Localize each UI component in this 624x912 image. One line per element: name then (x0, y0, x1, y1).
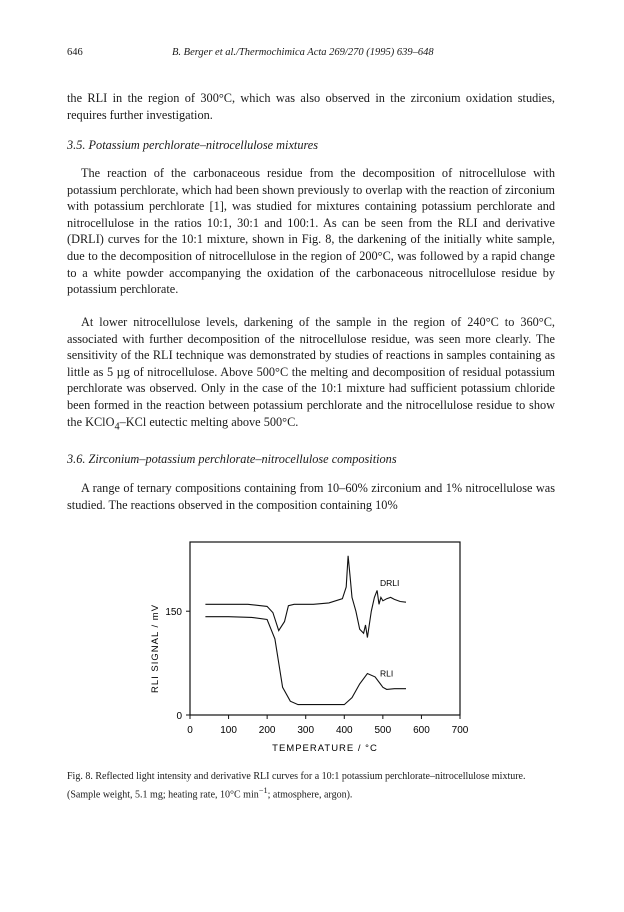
x-tick-label: 400 (335, 725, 353, 736)
text-span: –KCl eutectic melting above 500°C. (119, 414, 299, 429)
y-tick-label: 150 (165, 607, 182, 619)
x-tick-label: 200 (258, 725, 276, 736)
paragraph-text: The reaction of the carbonaceous residue from the decomposition of nitrocellulose with potassium perchlorate, which had been shown previously to overlap with the reaction of zirconium with potassium perchlorate [1], was studied for mixtures containing potassium perchlorate and nitrocellulose in the ratios 10:1, 30:1 and 100:1. As can be seen from the RLI and derivative (DRLI) curves for the 10:1 mixture, shown in Fig. 8, the darkening of the initially white sample, due to the decomposition of nitrocellulose in the region of 200°C, was followed by a rapid change to a white powder accompanying the oxidation of the carbonaceous nitrocellulose residue by potassium perchlorate. (67, 166, 555, 297)
paragraph-3 (67, 314, 555, 436)
x-tick-label: 700 (451, 725, 469, 736)
text-span: the (67, 91, 88, 105)
running-title: B. Berger et al./Thermochimica Acta 269/270 (1995) 639–648 (172, 47, 434, 58)
paragraph-continuation (67, 90, 555, 123)
x-tick-label: 100 (220, 725, 237, 736)
series-drli-line (205, 556, 406, 638)
paragraph-2 (67, 165, 555, 298)
paragraph-4 (67, 480, 555, 513)
x-tick-label: 500 (374, 725, 392, 736)
text-span: in the region of 300°C, which was also observed in the zirconium oxidation studies, requires further investigation. (67, 91, 555, 122)
plot-frame (190, 542, 460, 715)
section-heading-3-5 (67, 138, 318, 153)
paragraph-text: A range of ternary compositions containing from 10–60% zirconium and 1% nitrocellulose was studied. The reactions observed in the composition containing 10% (67, 481, 555, 512)
figure-caption (67, 770, 555, 802)
x-tick-label: 600 (413, 725, 430, 736)
text-span: At lower nitrocellulose levels, darkening of the sample in the region of 240°C to 360°C, associated with further decomposition of the nitrocellulose residue, was seen more clearly. The sensitivity of the (67, 315, 555, 363)
y-tick-label: 0 (176, 711, 182, 722)
section-heading-3-6 (67, 452, 397, 467)
x-axis-label: TEMPERATURE / °C (272, 743, 378, 754)
figure-8 (100, 537, 500, 767)
section-title: Zirconium–potassium perchlorate–nitrocellulose compositions (88, 452, 397, 466)
caption-text: Reflected light intensity and derivative RLI curves for a 10:1 potassium perchlorate–nitrocellulose mixture. (Sample weight, 5.1 mg; heating rate, 10°C min (67, 771, 526, 801)
caption-superscript: −1 (258, 786, 268, 795)
text-span: technique was demonstrated by studies of reactions in samples containing as little as 5 µg of nitrocellulose. Above 500°C the melting and decomposition of residual potassium perchlorate was observed. Only in the case of the 10:1 mixture had sufficient potassium chloride been formed in the reaction between potassium perchlorate and the nitrocellulose residue to show the KClO (67, 348, 556, 429)
rli-term: RLI (87, 91, 108, 105)
section-title: Potassium perchlorate–nitrocellulose mixtures (88, 138, 319, 152)
series-label-rli: RLI (380, 668, 394, 679)
caption-tail: ; atmosphere, argon). (267, 789, 353, 801)
series-label-drli: DRLI (380, 578, 400, 589)
series-rli-line (205, 617, 406, 705)
rli-term: RLI (152, 348, 173, 363)
x-tick-label: 0 (187, 725, 193, 736)
subscript: 4 (114, 421, 120, 433)
section-number: 3.6. (67, 452, 86, 466)
y-axis-label: RLI SIGNAL / mV (150, 603, 161, 694)
caption-label: Fig. 8. (67, 771, 93, 782)
page-header (67, 47, 553, 61)
section-number: 3.5. (67, 138, 86, 152)
x-tick-label: 300 (297, 725, 315, 736)
page-number: 646 (67, 47, 83, 58)
rli-chart (100, 537, 500, 767)
